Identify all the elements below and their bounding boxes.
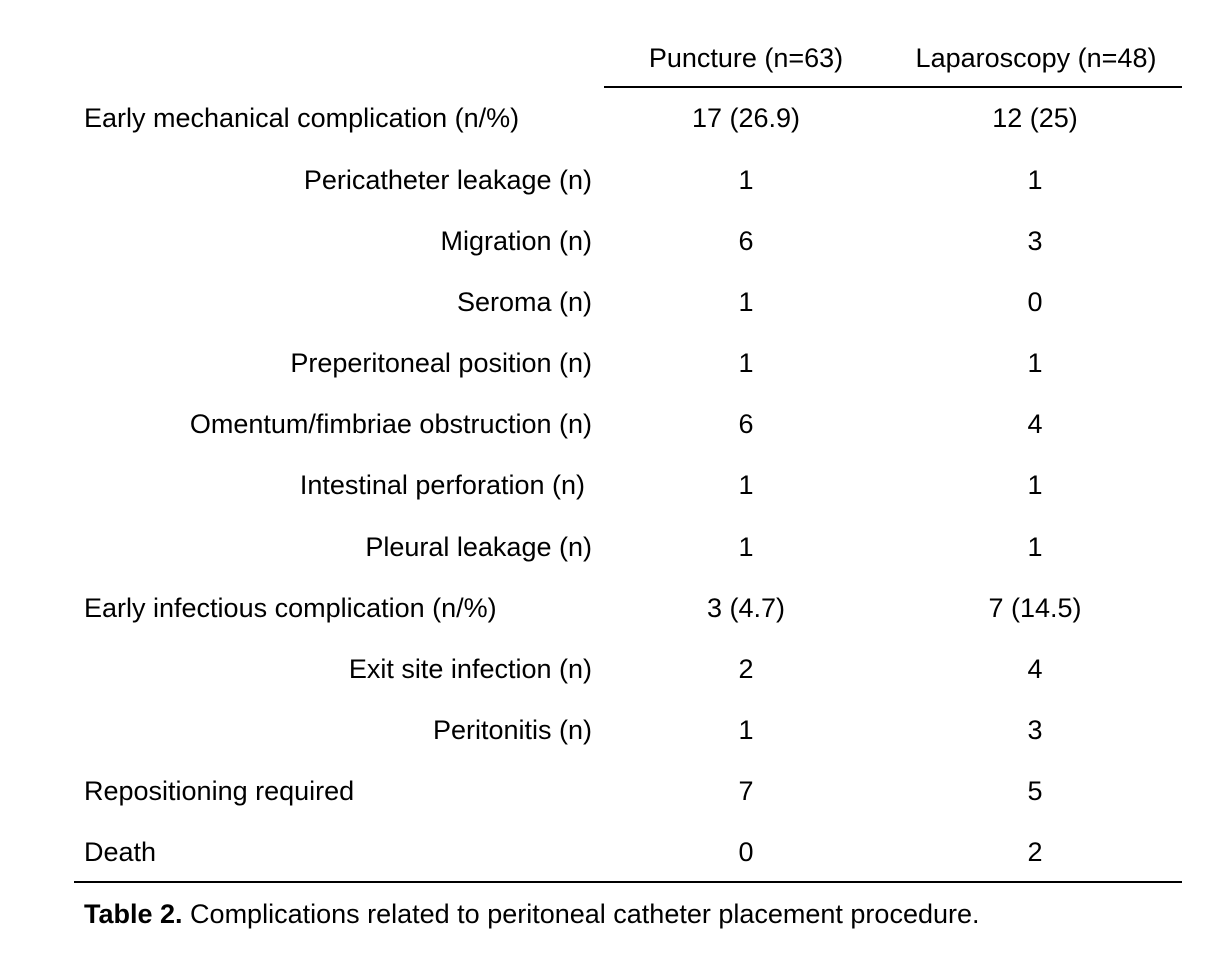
row-label: Death bbox=[84, 837, 157, 867]
puncture-value: 1 bbox=[738, 348, 754, 378]
table-row bbox=[0, 343, 1226, 383]
row-label: Intestinal perforation (n) bbox=[299, 470, 585, 500]
row-label: Pleural leakage (n) bbox=[365, 532, 592, 562]
laparoscopy-value: 2 bbox=[1027, 837, 1043, 867]
table-row bbox=[0, 465, 1226, 505]
puncture-value: 1 bbox=[738, 532, 754, 562]
laparoscopy-value: 5 bbox=[1027, 776, 1043, 806]
puncture-value: 6 bbox=[738, 226, 754, 256]
table-row bbox=[0, 832, 1226, 872]
table-row bbox=[0, 710, 1226, 750]
row-label: Exit site infection (n) bbox=[348, 654, 592, 684]
puncture-value: 1 bbox=[738, 287, 754, 317]
caption-text: Complications related to peritoneal catheter placement procedure. bbox=[182, 899, 980, 929]
table-bottom-rule bbox=[74, 881, 1182, 883]
caption-label: Table 2. bbox=[84, 899, 183, 929]
row-label: Repositioning required bbox=[84, 776, 355, 806]
puncture-value: 17 (26.9) bbox=[691, 103, 801, 133]
laparoscopy-value: 3 bbox=[1027, 226, 1043, 256]
row-label: Pericatheter leakage (n) bbox=[303, 165, 592, 195]
header-rule bbox=[604, 86, 1182, 88]
table-row bbox=[0, 588, 1226, 628]
puncture-value: 1 bbox=[738, 715, 754, 745]
table-row bbox=[0, 649, 1226, 689]
table-caption bbox=[84, 894, 980, 934]
table-row bbox=[0, 160, 1226, 200]
table-row bbox=[0, 282, 1226, 322]
laparoscopy-value: 0 bbox=[1027, 287, 1043, 317]
puncture-value: 2 bbox=[738, 654, 754, 684]
puncture-value: 0 bbox=[738, 837, 754, 867]
puncture-value: 3 (4.7) bbox=[706, 593, 786, 623]
puncture-value: 1 bbox=[738, 165, 754, 195]
row-label: Early mechanical complication (n/%) bbox=[84, 103, 520, 133]
row-label: Omentum/fimbriae obstruction (n) bbox=[189, 409, 592, 439]
puncture-value: 1 bbox=[738, 470, 754, 500]
puncture-value: 6 bbox=[738, 409, 754, 439]
row-label: Early infectious complication (n/%) bbox=[84, 593, 497, 623]
laparoscopy-value: 12 (25) bbox=[992, 103, 1078, 133]
row-label: Seroma (n) bbox=[456, 287, 592, 317]
table-row bbox=[0, 404, 1226, 444]
laparoscopy-value: 1 bbox=[1027, 532, 1043, 562]
table-row bbox=[0, 98, 1226, 138]
laparoscopy-value: 4 bbox=[1027, 409, 1043, 439]
row-label: Preperitoneal position (n) bbox=[290, 348, 592, 378]
row-label: Peritonitis (n) bbox=[432, 715, 592, 745]
column-header-laparoscopy: Laparoscopy (n=48) bbox=[915, 43, 1157, 73]
laparoscopy-value: 3 bbox=[1027, 715, 1043, 745]
laparoscopy-value: 1 bbox=[1027, 470, 1043, 500]
table-row bbox=[0, 221, 1226, 261]
puncture-value: 7 bbox=[738, 776, 754, 806]
column-header-puncture: Puncture (n=63) bbox=[648, 43, 844, 73]
row-label: Migration (n) bbox=[440, 226, 592, 256]
laparoscopy-value: 7 (14.5) bbox=[988, 593, 1082, 623]
table-row bbox=[0, 527, 1226, 567]
laparoscopy-value: 1 bbox=[1027, 165, 1043, 195]
laparoscopy-value: 4 bbox=[1027, 654, 1043, 684]
laparoscopy-value: 1 bbox=[1027, 348, 1043, 378]
table-row bbox=[0, 771, 1226, 811]
